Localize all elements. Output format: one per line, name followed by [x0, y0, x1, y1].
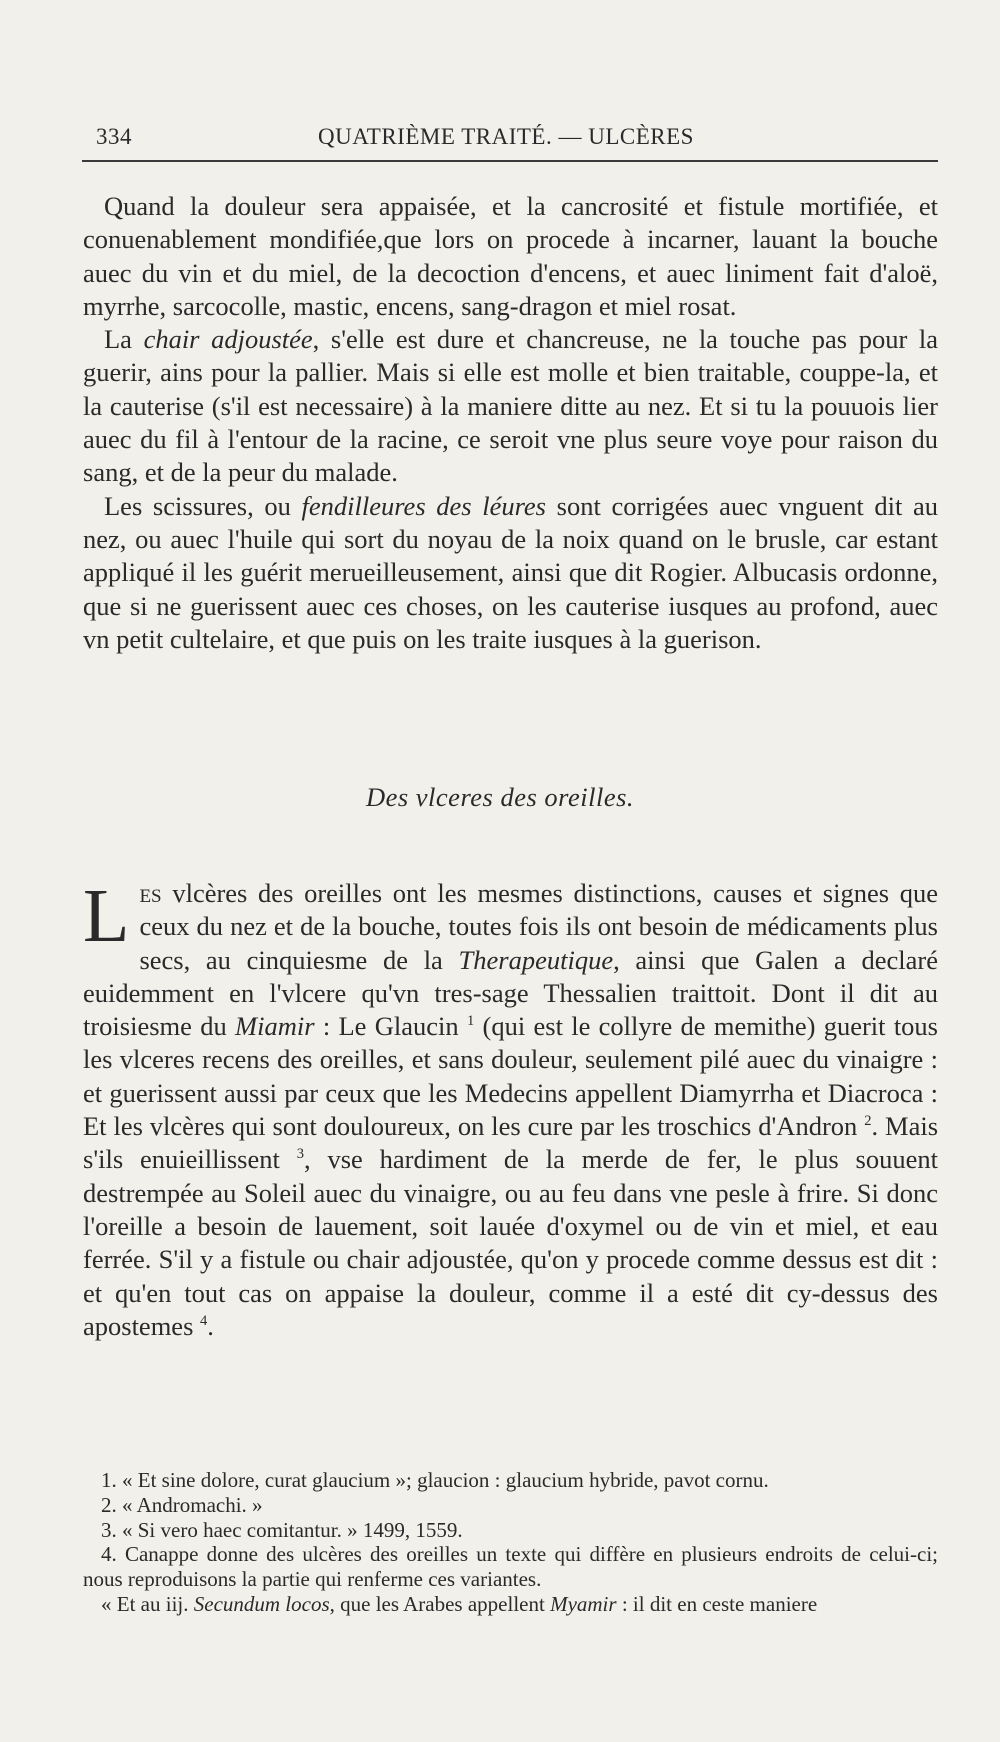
- section-ulcers-mouth: [83, 190, 938, 656]
- footnote-1: 1. « Et sine dolore, curat glaucium »; glaucion : glaucium hybride, pavot cornu.: [101, 1468, 769, 1492]
- text-fragment: La: [104, 324, 144, 355]
- section-ulcers-ears: [83, 874, 939, 1343]
- paragraph-scissures: [83, 490, 938, 656]
- footnote-ref: 3: [296, 1146, 304, 1163]
- text-fragment: . Mais s'ils enuieillissent: [83, 1111, 939, 1175]
- italic-term: fendilleures des léures: [301, 490, 546, 521]
- text-fragment: , ainsi que Galen a declaré euidemment en l'vlcere qu'vn tres-sage Thessalien traittoit. Dont il dit au troisiesme du: [83, 944, 938, 1042]
- text-fragment: , s'elle est dure et chancreuse, ne la touche pas pour la guerir, ains pour la pallier. Mais si elle est molle et bien traitable, couppe-la, et la cauterise (s'il est necessaire) à la maniere ditte au nez. Et si tu la pouuois lier auec du fil à l'entour de la racine, ce seroit vne plus seure voye pour raison du sang, et de la peur du malade.: [83, 324, 939, 488]
- text-fragment: Les scissures, ou: [104, 490, 302, 521]
- text-fragment: , vse hardiment de la merde de fer, le plus souuent destrempée au Soleil auec du vinaigre, ou au feu dans vne pesle à frire. Si donc l'oreille a besoin de lauement, soit lauée d'oxymel ou de vin et miel, et eau ferrée. S'il y a fistule ou chair adjoustée, qu'on y procede comme dessus est dit : et qu'en tout cas on appaise la douleur, comme il a esté dit cy-dessus des apostemes: [83, 1144, 938, 1341]
- text-fragment: sont corrigées auec vnguent dit au nez, ou auec l'huile qui sort du noyau de la noix quand on le brusle, car estant appliqué il les guérit merueilleusement, ainsi que dit Rogier. Albucasis ordonne, que si ne guerissent auec ces choses, on les cauterise iusques au profond, auec vn petit cultelaire, et que puis on les traite iusques à la guerison.: [83, 490, 938, 654]
- small-caps: es: [139, 878, 162, 908]
- italic-term: Miamir: [235, 1011, 315, 1042]
- paragraph-les-vlceres: [83, 874, 939, 1343]
- footnotes: [83, 1468, 938, 1617]
- paragraph-quand: Quand la douleur sera appaisée, et la cancrosité et fistule mortifiée, et conuenablement mondifiée,que lors on procede à incarner, lauant la bouche auec du vin et du miel, de la decoction d'encens, et auec liniment fait d'aloë, myrrhe, sarcocolle, mastic, encens, sang-dragon et miel rosat.: [83, 191, 938, 321]
- text-fragment: (qui est le collyre de memithe) guerit tous les vlceres recens des oreilles, et sans douleur, seulement pilé auec du vinaigre : et guerissent aussi par ceux que les Medecins appellent Diamyrrha et Diacroca : Et les vlcères qui sont douloureux, on les cure par les troschics d'Andron: [83, 1011, 938, 1142]
- text-fragment: : Le Glaucin: [314, 1011, 467, 1042]
- text-fragment: vlcères des oreilles ont les mesmes distinctions, causes et signes que ceux du nez et de la bouche, toutes fois ils ont besoin de médicaments plus secs, au cinquiesme de la: [139, 878, 938, 975]
- drop-cap: L: [83, 874, 130, 958]
- footnote-4: 4. Canappe donne des ulcères des oreilles un texte qui diffère en plusieurs endroits de celui-ci; nous reproduisons la partie qui renferme ces variantes.: [83, 1542, 938, 1592]
- text-fragment: , que les Arabes appellent: [329, 1591, 551, 1616]
- page-number: 334: [96, 124, 132, 149]
- header-rule: [82, 160, 938, 162]
- section-heading: Des vlceres des oreilles.: [365, 782, 635, 812]
- footnote-ref: 4: [200, 1313, 208, 1330]
- italic-term: Secundum locos: [193, 1591, 330, 1616]
- running-title: QUATRIÈME TRAITÉ. — ULCÈRES: [318, 124, 694, 149]
- paragraph-chair: [83, 323, 938, 489]
- italic-term: Therapeutique: [458, 944, 614, 975]
- italic-term: chair adjoustée: [143, 324, 313, 355]
- footnote-ref: 2: [864, 1113, 872, 1130]
- page-header: [82, 118, 938, 154]
- footnote-2: 2. « Andromachi. »: [101, 1492, 263, 1517]
- footnote-ref: 1: [466, 1013, 475, 1030]
- text-fragment: « Et au iij.: [101, 1591, 194, 1616]
- text-fragment: : il dit en ceste maniere: [616, 1591, 818, 1616]
- footnote-3: 3. « Si vero haec comitantur. » 1499, 1559.: [101, 1517, 463, 1542]
- footnote-quote: [83, 1592, 938, 1617]
- italic-term: Myamir: [550, 1591, 617, 1616]
- text-fragment: .: [207, 1310, 214, 1341]
